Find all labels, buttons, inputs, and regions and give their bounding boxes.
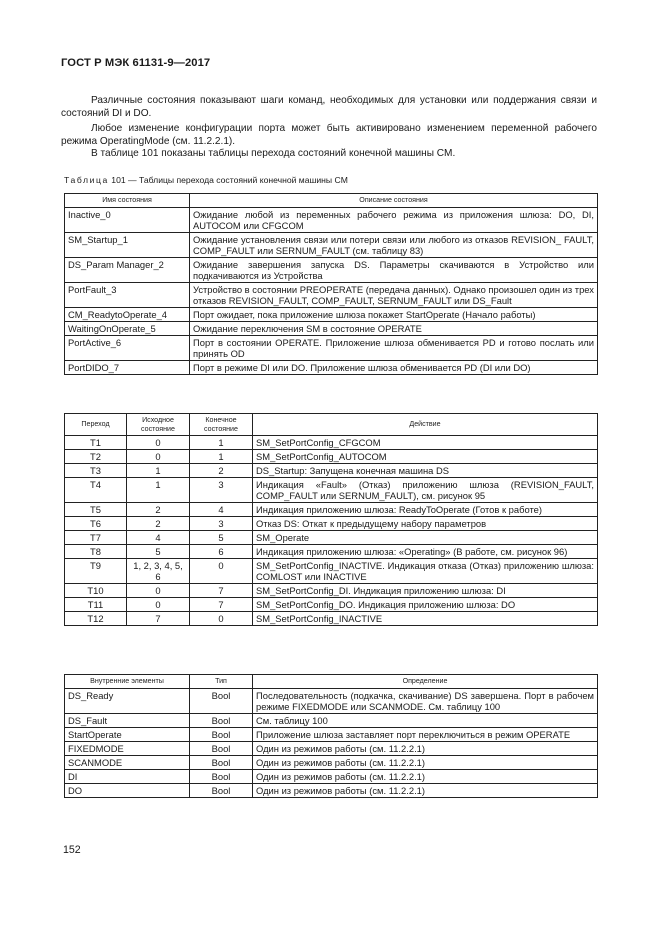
target-state-cell: 3 xyxy=(190,517,253,531)
element-definition-cell: Один из режимов работы (см. 11.2.2.1) xyxy=(253,783,598,797)
element-type-cell: Bool xyxy=(190,727,253,741)
target-state-cell: 6 xyxy=(190,545,253,559)
action-cell: SM_SetPortConfig_INACTIVE. Индикация отказа (Отказ) приложению шлюза: COMLOST или INACTIVE xyxy=(253,559,598,584)
element-name-cell: StartOperate xyxy=(65,727,190,741)
table-caption-label: Таблица xyxy=(64,175,109,185)
table-caption-text: 101 — Таблицы перехода состояний конечной машины CM xyxy=(111,175,348,185)
element-type-cell: Bool xyxy=(190,741,253,755)
transition-id-cell: T1 xyxy=(65,436,127,450)
transition-id-cell: T11 xyxy=(65,598,127,612)
transition-row xyxy=(65,545,598,559)
state-name-cell: CM_ReadytoOperate_4 xyxy=(65,307,190,321)
column-header-type: Тип xyxy=(190,675,253,689)
state-name-cell: WaitingOnOperate_5 xyxy=(65,321,190,335)
state-row xyxy=(65,282,598,307)
elements-table-body xyxy=(65,675,598,798)
column-header-state-name: Имя состояния xyxy=(65,194,190,208)
state-description-cell: Порт в состоянии OPERATE. Приложение шлюза обменивается PD и готово послать или принять OD xyxy=(190,335,598,360)
transitions-table xyxy=(64,413,598,626)
state-description-cell: Ожидание установления связи или потери связи или любого из отказов REVISION_ FAULT, COMP_FAULT или SERNUM_FAULT (см. таблицу 83) xyxy=(190,232,598,257)
state-description-cell: Устройство в состоянии PREOPERATE (передача данных). Однако произошел один из трех отказов REVISION_FAULT, COMP_FAULT, SERNUM_FAULT или DS_Fault xyxy=(190,282,598,307)
element-name-cell: DO xyxy=(65,783,190,797)
element-name-cell: DI xyxy=(65,769,190,783)
state-name-cell: PortActive_6 xyxy=(65,335,190,360)
source-state-cell: 1 xyxy=(127,464,190,478)
state-row xyxy=(65,335,598,360)
transition-row xyxy=(65,478,598,503)
column-header-state-description: Описание состояния xyxy=(190,194,598,208)
transition-id-cell: T6 xyxy=(65,517,127,531)
transitions-table-header-row xyxy=(65,414,598,436)
target-state-cell: 0 xyxy=(190,559,253,584)
paragraph-table-ref: В таблице 101 показаны таблицы перехода состояний конечной машины CM. xyxy=(91,148,456,159)
element-definition-cell: Один из режимов работы (см. 11.2.2.1) xyxy=(253,769,598,783)
element-row xyxy=(65,688,598,713)
element-row xyxy=(65,713,598,727)
element-definition-cell: См. таблицу 100 xyxy=(253,713,598,727)
document-header: ГОСТ Р МЭК 61131-9—2017 xyxy=(61,57,211,69)
target-state-cell: 2 xyxy=(190,464,253,478)
table-caption xyxy=(64,175,348,185)
elements-table-header-row xyxy=(65,675,598,689)
state-name-cell: DS_Param Manager_2 xyxy=(65,257,190,282)
target-state-cell: 7 xyxy=(190,598,253,612)
target-state-cell: 5 xyxy=(190,531,253,545)
element-type-cell: Bool xyxy=(190,688,253,713)
target-state-cell: 3 xyxy=(190,478,253,503)
action-cell: SM_SetPortConfig_AUTOCOM xyxy=(253,450,598,464)
transition-id-cell: T12 xyxy=(65,612,127,626)
source-state-cell: 1, 2, 3, 4, 5, 6 xyxy=(127,559,190,584)
element-row xyxy=(65,769,598,783)
transition-id-cell: T5 xyxy=(65,503,127,517)
transition-row xyxy=(65,559,598,584)
source-state-cell: 0 xyxy=(127,436,190,450)
source-state-cell: 0 xyxy=(127,584,190,598)
internal-elements-table xyxy=(64,674,598,798)
transition-id-cell: T4 xyxy=(65,478,127,503)
element-type-cell: Bool xyxy=(190,713,253,727)
state-description-cell: Ожидание завершения запуска DS. Параметры скачиваются в Устройство или подкачиваются из Устройства xyxy=(190,257,598,282)
state-row xyxy=(65,321,598,335)
state-name-cell: PortDIDO_7 xyxy=(65,360,190,374)
element-definition-cell: Приложение шлюза заставляет порт переключиться в режим OPERATE xyxy=(253,727,598,741)
transition-id-cell: T3 xyxy=(65,464,127,478)
transitions-table-body xyxy=(65,414,598,626)
source-state-cell: 0 xyxy=(127,450,190,464)
source-state-cell: 7 xyxy=(127,612,190,626)
state-row xyxy=(65,257,598,282)
states-table-body xyxy=(65,194,598,375)
transition-row xyxy=(65,598,598,612)
element-name-cell: DS_Ready xyxy=(65,688,190,713)
transition-row xyxy=(65,464,598,478)
state-row xyxy=(65,360,598,374)
state-description-cell: Порт ожидает, пока приложение шлюза покажет StartOperate (Начало работы) xyxy=(190,307,598,321)
element-type-cell: Bool xyxy=(190,783,253,797)
transition-id-cell: T2 xyxy=(65,450,127,464)
column-header-definition: Определение xyxy=(253,675,598,689)
transition-id-cell: T9 xyxy=(65,559,127,584)
transition-row xyxy=(65,531,598,545)
source-state-cell: 1 xyxy=(127,478,190,503)
transition-id-cell: T7 xyxy=(65,531,127,545)
target-state-cell: 1 xyxy=(190,436,253,450)
state-description-cell: Ожидание любой из переменных рабочего режима из приложения шлюза: DO, DI, AUTOCOM или CFGCOM xyxy=(190,207,598,232)
transition-row xyxy=(65,612,598,626)
element-row xyxy=(65,755,598,769)
target-state-cell: 1 xyxy=(190,450,253,464)
element-definition-cell: Один из режимов работы (см. 11.2.2.1) xyxy=(253,755,598,769)
target-state-cell: 4 xyxy=(190,503,253,517)
target-state-cell: 0 xyxy=(190,612,253,626)
state-description-cell: Порт в режиме DI или DO. Приложение шлюза обменивается PD (DI или DO) xyxy=(190,360,598,374)
element-row xyxy=(65,741,598,755)
column-header-target-state: Конечное состояние xyxy=(190,414,253,436)
paragraph-states-intro: Различные состояния показывают шаги команд, необходимых для установки или поддержания связи и состояний DI и DO. xyxy=(61,95,597,119)
source-state-cell: 5 xyxy=(127,545,190,559)
state-name-cell: Inactive_0 xyxy=(65,207,190,232)
source-state-cell: 2 xyxy=(127,503,190,517)
transition-row xyxy=(65,503,598,517)
action-cell: SM_SetPortConfig_DO. Индикация приложению шлюза: DO xyxy=(253,598,598,612)
action-cell: SM_SetPortConfig_CFGCOM xyxy=(253,436,598,450)
state-row xyxy=(65,207,598,232)
action-cell: Индикация приложению шлюза: «Operating» (В работе, см. рисунок 96) xyxy=(253,545,598,559)
element-row xyxy=(65,783,598,797)
action-cell: SM_Operate xyxy=(253,531,598,545)
state-name-cell: PortFault_3 xyxy=(65,282,190,307)
states-table-header-row xyxy=(65,194,598,208)
action-cell: DS_Startup: Запущена конечная машина DS xyxy=(253,464,598,478)
transition-id-cell: T10 xyxy=(65,584,127,598)
element-definition-cell: Один из режимов работы (см. 11.2.2.1) xyxy=(253,741,598,755)
element-row xyxy=(65,727,598,741)
source-state-cell: 0 xyxy=(127,598,190,612)
action-cell: Отказ DS: Откат к предыдущему набору параметров xyxy=(253,517,598,531)
column-header-action: Действие xyxy=(253,414,598,436)
element-type-cell: Bool xyxy=(190,755,253,769)
action-cell: SM_SetPortConfig_INACTIVE xyxy=(253,612,598,626)
column-header-internal-elements: Внутренние элементы xyxy=(65,675,190,689)
page-number: 152 xyxy=(63,844,81,856)
state-row xyxy=(65,232,598,257)
element-name-cell: DS_Fault xyxy=(65,713,190,727)
transition-id-cell: T8 xyxy=(65,545,127,559)
action-cell: SM_SetPortConfig_DI. Индикация приложению шлюза: DI xyxy=(253,584,598,598)
column-header-transition: Переход xyxy=(65,414,127,436)
element-definition-cell: Последовательность (подкачка, скачивание) DS завершена. Порт в рабочем режиме FIXEDMODE или SCANMODE. См. таблицу 100 xyxy=(253,688,598,713)
source-state-cell: 4 xyxy=(127,531,190,545)
state-description-cell: Ожидание переключения SM в состояние OPERATE xyxy=(190,321,598,335)
transition-row xyxy=(65,436,598,450)
element-name-cell: FIXEDMODE xyxy=(65,741,190,755)
source-state-cell: 2 xyxy=(127,517,190,531)
transition-row xyxy=(65,517,598,531)
state-name-cell: SM_Startup_1 xyxy=(65,232,190,257)
element-name-cell: SCANMODE xyxy=(65,755,190,769)
states-table xyxy=(64,193,598,375)
transition-row xyxy=(65,584,598,598)
column-header-source-state: Исходное состояние xyxy=(127,414,190,436)
paragraph-config-change: Любое изменение конфигурации порта может быть активировано изменением переменной рабочего режима OperatingMode (см. 11.2.2.1). xyxy=(61,123,597,147)
state-row xyxy=(65,307,598,321)
element-type-cell: Bool xyxy=(190,769,253,783)
target-state-cell: 7 xyxy=(190,584,253,598)
action-cell: Индикация «Fault» (Отказ) приложению шлюза (REVISION_FAULT, COMP_FAULT или SERNUM_FAULT), см. рисунок 95 xyxy=(253,478,598,503)
action-cell: Индикация приложению шлюза: ReadyToOperate (Готов к работе) xyxy=(253,503,598,517)
transition-row xyxy=(65,450,598,464)
